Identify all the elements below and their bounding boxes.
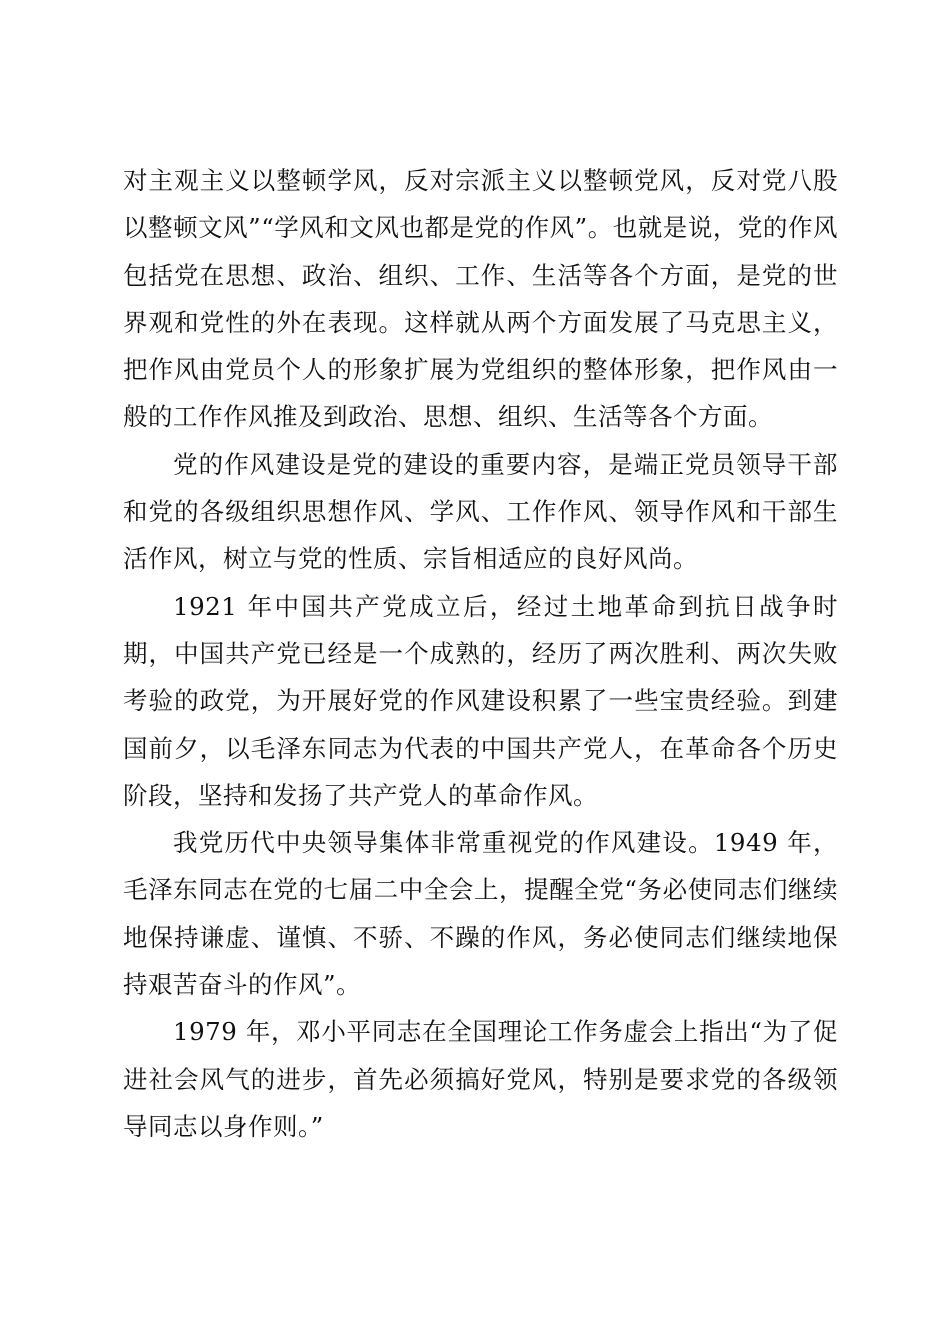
paragraph-5: 1979 年，邓小平同志在全国理论工作务虚会上指出“为了促进社会风气的进步，首先必须搞好党风，特别是要求党的各级领导同志以身作则。” bbox=[123, 1017, 838, 1141]
paragraph-2: 党的作风建设是党的建设的重要内容，是端正党员领导干部和党的各级组织思想作风、学风、工作作风、领导作风和干部生活作风，树立与党的性质、宗旨相适应的良好风尚。 bbox=[123, 449, 838, 574]
document-body bbox=[123, 157, 838, 1150]
paragraph-3: 1921 年中国共产党成立后，经过土地革命到抗日战争时期，中国共产党已经是一个成熟的，经历了两次胜利、两次失败考验的政党，为开展好党的作风建设积累了一些宝贵经验。到建国前夕，以毛泽东同志为代表的中国共产党人，在革命各个历史阶段，坚持和发扬了共产党人的革命作风。 bbox=[123, 591, 838, 810]
paragraph-1: 对主观主义以整顿学风，反对宗派主义以整顿党风，反对党八股以整顿文风”“学风和文风也都是党的作风”。也就是说，党的作风包括党在思想、政治、组织、工作、生活等各个方面，是党的世界观和党性的外在表现。这样就从两个方面发展了马克思主义，把作风由党员个人的形象扩展为党组织的整体形象，把作风由一般的工作作风推及到政治、思想、组织、生活等各个方面。 bbox=[123, 166, 838, 432]
paragraph-4: 我党历代中央领导集体非常重视党的作风建设。1949 年，毛泽东同志在党的七届二中全会上，提醒全党“务必使同志们继续地保持谦虚、谨慎、不骄、不躁的作风，务必使同志们继续地保持艰苦奋斗的作风”。 bbox=[123, 828, 838, 1000]
